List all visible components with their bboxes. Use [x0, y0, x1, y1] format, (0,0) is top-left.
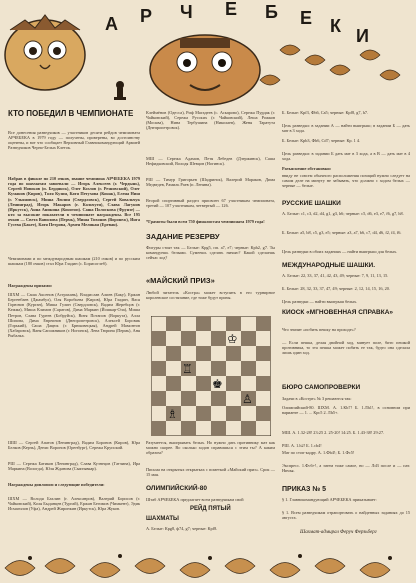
piece-bishop-icon: ♗ [167, 407, 178, 421]
may-prize-intro: Любой читатель «Костра» может вступить в его турнирное королевское состязание, где тоже будут призы. [146, 290, 275, 301]
dark-square [226, 376, 241, 391]
dark-square [151, 361, 166, 376]
banner-letter: И [356, 26, 369, 46]
champions-paragraph: Набрав в финале по 210 очков, звание чемпиона АРЧЕБЕКА 1979 года по шахматам завоевали — Игорь Алексеев (г. Чердынь), Сергей Новоков (п. Бердянск), Олег Козлов (г. Резновский), Олег Куманов (Киров), Толя Кузин, Катя Петухова (Конак), Елена Ниш (г. Ульяновск), Миша Люлин (Свердловск), Сергей Ковальчук (Ленинград), Игорь Макаров (г. Кольчуги), Слава Лагунов (Иркутск), Анна Аникина (Конотоп). Саша Полоскова (Фрунзе) — кто за высокие показатели в чемпионате награждены. Все 195 очков — Света Вавилова (Пермь), Миша Тихонов (Воронеж), Инга Гусева (Бакет), Катя Петрова, Армен Меликан (Ереван). [8, 176, 140, 228]
piece-pawn-icon: ♙ [242, 392, 253, 406]
kiosk-answer: — Если пешка, делая двойной ход, минует поле, бито пешкой противника, то эта пешка может побить ее так, будто она сделала лишь один ход. [282, 340, 410, 356]
intro-paragraph: Все донесения разведчиков — участников десяти рейдов чемпионата АРЧЕБЕКА в 1979 году — получены, проверены, во достоинству оценены, и вот что сообщает Верховный Главнокомандующий Армией Разведчиков Черно-Белых Клеток. [8, 130, 140, 151]
russian-checkers-heading: РУССКИЕ ШАШКИ [282, 200, 341, 207]
russian-task-b: Б. Белые: a5, b8, c5, g3, e5; черные: a3, a7, b6, c7, d4, d6, f2, f4, f6. [282, 230, 402, 235]
intl-draughts-heading: МЕЖДУНАРОДНЫЕ ШАШКИ. [282, 262, 376, 269]
intl-goal: Цель разведки — найти выигрыш белых. [282, 299, 358, 304]
chess-heading: ШАХМАТЫ [146, 516, 179, 522]
kiosk-question: Что значит «побить пешку на проходе»? [282, 327, 356, 332]
banner-illustration [0, 0, 416, 110]
may-prize-heading: «МАЙСКИЙ ПРИЗ» [146, 276, 215, 285]
order-heading: ПРИКАЗ № 5 [282, 486, 327, 493]
diploma-russian-list: РШ — Тимур Григорьев (Шадринск), Валерий Мараков, Дима Медведев, Рамиль Раев (п. Ленина). [146, 177, 275, 188]
dark-square [181, 331, 196, 346]
dark-square [196, 346, 211, 361]
dark-square [166, 346, 181, 361]
dark-square [211, 421, 226, 436]
raid-heading: РЕЙД ПЯТЫЙ [190, 506, 231, 512]
situation-heading: Разъяснение обстановки: [282, 166, 332, 171]
prizes-chess-list: ШХМ — Саша Аксенов (Астрахань), Владислав Алиев (Баку), Ержан Бергенбаев (Джамбул), Оля Воробьева (Киров), Юра Гладин, Вася Горюнов (Курган), Миша Гулин (Свердловск), Вадим Жеребцов (г. Кежма), Миша Климов (Саратов), Дима Маркин (Йошкар-Ола), Миша Петров, Слава Гуреев (Бобруйск), Витя Потапов (Воркута), Алла Шипова, Дима Евреинов (Днепропетровск), Алексей Боровик (Горький), Саша Дацюк (г. Брюковецкая), Андрей Мамонтов (Хабаровск), Ваня Сапожников (г. Ногинск), Лена Тюрина (Пермь), Аня Рыбалка. [8, 292, 140, 339]
checkers-champion-paragraph: Чемпионами и по международным шашкам (210 очков) и по русским шашкам (180 очков) стал Юра Гладин (с. Борисоглеб). [8, 256, 140, 267]
leaf-ornament-icon [5, 559, 390, 578]
dark-square [241, 361, 256, 376]
russian-task-a: А. Белые: с1, с3, d2, d4, g1, g3, h6; черные: с5, d6, e3, e7, f6, g7, h8. [282, 211, 404, 216]
diploma-heading: Награждены дипломом и следующие победители: [8, 482, 105, 487]
sports-rank-paragraph: Второй спортивный раздел присвоен 67 участникам чемпионата, третий — 107 участникам, четвертый — 126. [146, 198, 275, 209]
dark-square [241, 421, 256, 436]
piece-king-black-icon: ♚ [212, 377, 223, 391]
self-check-heading: БЮРО САМОПРОВЕРКИ [282, 384, 361, 391]
dark-square [226, 346, 241, 361]
order-paragraph: § 1. Всем разведчикам отрапортовать о найденных заданиях до 15 августа. [282, 510, 410, 521]
diploma-list-continued: Клеймёнов (Одесса), Риф Магадеев (с. Аскарово), Сережа Пурдак (г. Чайковский), Сережа Русских (г. Чайковский), Леша Рожков (Москва), Нина Тербушина (Николаев), Женя Таратута (Днепропетровск). [146, 110, 275, 131]
diploma-list: ШХМ — Володя Бахлин (г. Алексанров), Валерий Борисов (г. Чайковский), Коля Быданцев (Тургай), Ержан Бегимов (Чимкент), Эдик Исмагилов (Уфа), Андрей Жиронкин (Иркутск), Юра Жуков. [8, 496, 140, 512]
banner-letter: Е [225, 0, 238, 19]
dark-square [151, 421, 166, 436]
self-check-draughts: МШ. А. 1.32-28! 23:25 2. 25-20! 14:25. Б. 1.43-38! 29:27. [282, 430, 385, 435]
winner-heading: КТО ПОБЕДИЛ В ЧЕМПИОНАТЕ [8, 109, 134, 118]
dark-square [256, 346, 271, 361]
may-prize-task: Разумеется, выигрывать белых. Но нужно дать противнику мат как можно скорее. Во сколько ходов справишься с этим ты? А каким образом? [146, 440, 275, 456]
self-check-express: Экспресс. 1.Фс6+!, а затем тоже самое, но — Лd3 после и — пат. Ничья. [282, 463, 410, 474]
dark-square [196, 316, 211, 331]
olympic-heading: ОЛИМПИЙСКИЙ-80 [146, 485, 207, 492]
dark-square [241, 331, 256, 346]
chess-goal-2: Цель разведки: в задании Б дать мат в 3 хода, а в В — дать мат в 4 хода. [282, 151, 410, 162]
self-check-chess: Олимпийский-80. ШХМ. А. 1.Кb7! Б. 1.Лh1!, в основном при варианте — 1. ... Крс5 2. Лh5+. [282, 405, 410, 416]
chess-task-b: Б. Белые: Крf3, Фh6, Сa5; черные: Крf8, g7, h7. [282, 110, 369, 115]
dark-square [166, 376, 181, 391]
chess-board [151, 316, 271, 436]
banner-letter: Е [300, 8, 313, 28]
diploma-draughts-list: МШ — Сережа Адамов, Петя Лебедев (Дзержинск), Саша Нефидковский, Володя Шевцов (Ногинск). [146, 156, 275, 167]
chess-goal: Цель разведки: в задании А — найти выигрыш; в задании Б — дать мат в 3 хода. [282, 123, 410, 134]
intl-task-a: А. Белые: 22, 33, 37, 41, 42, 43, 49; черные: 7, 9, 11, 13, 15. [282, 273, 389, 278]
chess-task-a: А. Белые: Крg8, ф74, g7; черные: Крf8. [146, 526, 218, 531]
self-check-mate: Мат по стоп-кадру. А. 1.Фb4!; Б. 1.Фс5! [282, 450, 355, 455]
dark-square [211, 391, 226, 406]
dark-square [226, 316, 241, 331]
prizes-russian-checkers-list: РШ — Сережа Батиков (Ленинград), Слава Кузнецов (Гатчина), Ира Маркина (Вологда), Юля Жданова (Сыктывкар). [8, 461, 140, 472]
reserve-heading: ЗАДАНИЕ РЕЗЕРВУ [146, 232, 220, 241]
dark-square [196, 406, 211, 421]
footer-ornament [0, 548, 416, 583]
order-intro: § 1. Главнокомандующий АРЧЕБЕКА приказывает: [282, 497, 377, 502]
kiosk-heading: КИОСК «МГНОВЕННАЯ СПРАВКА» [282, 309, 394, 316]
dark-square [211, 331, 226, 346]
banner-letter: Р [140, 6, 153, 26]
chess-task-c: Б. Белые: Крb3, Фb6, Cd7; черные: Кр. 1 4. [282, 138, 361, 143]
self-check-intro: Задачи в «Костре» № 3 решаются так: [282, 396, 352, 401]
banner-letter: Ч [180, 2, 193, 22]
signature: Шахмат-адмирал Феруч Ферзьберг [300, 530, 377, 535]
may-prize-deadline: Письма на открытых открытках с пометкой «Майский приз». Срок — 15 мая. [146, 467, 275, 478]
certificates-note: *Грамоты были всем 750 финалистам чемпионата 1979 года! [146, 219, 265, 224]
dark-square [256, 406, 271, 421]
dark-square [151, 331, 166, 346]
banner-letter: К [330, 16, 341, 36]
banner-letter: Б [265, 2, 278, 22]
olympic-intro: Штаб АРЧЕБЕКА предлагает всем разведчикам свой [146, 497, 244, 502]
dark-square [211, 361, 226, 376]
russian-goal: Цель разведки в обоих заданиях — найти выигрыш для белых. [282, 249, 398, 254]
situation-text: ввиду не совсем обычного расположения позиций нужно следует на самом деле на минуту не забывать, что должно с ходом белых — черные — белые. [282, 173, 410, 189]
piece-king-icon: ♔ [227, 332, 238, 346]
dark-square [151, 391, 166, 406]
chess-king-icon [150, 35, 260, 105]
reserve-task: Фигуры стоят так — Белые: Крg5, пп. а7, е7; черные: Крh2, g7. Ты командуешь белыми. Сумеешь сделать ничью? Какой сделаешь сейчас ход? [146, 245, 275, 261]
piece-rook-icon: ♖ [182, 362, 193, 376]
hedgehog-owl-mascot-icon [5, 15, 85, 90]
dark-square [226, 406, 241, 421]
self-check-russian: РШ. А. 1.h2! Б. 1.cb4! [282, 443, 322, 448]
banner-letter: А [105, 14, 118, 34]
dark-square [256, 376, 271, 391]
dark-square [166, 316, 181, 331]
dark-square [181, 391, 196, 406]
prizes-draughts-list: ШШ — Сергей Апатов (Ленинград), Вадим Боронов (Киров), Юра Белков (Керчь), Денис Воронов (Оренбург), Сережа Крупский. [8, 440, 140, 451]
prizes-heading: Награждены призами: [8, 283, 53, 288]
dark-square [181, 421, 196, 436]
dark-square [256, 316, 271, 331]
intl-task-b: Б. Белые: 28, 32, 33, 37, 47, 49; черные: 2, 12, 14, 15, 16, 20. [282, 286, 391, 291]
dark-square [196, 376, 211, 391]
